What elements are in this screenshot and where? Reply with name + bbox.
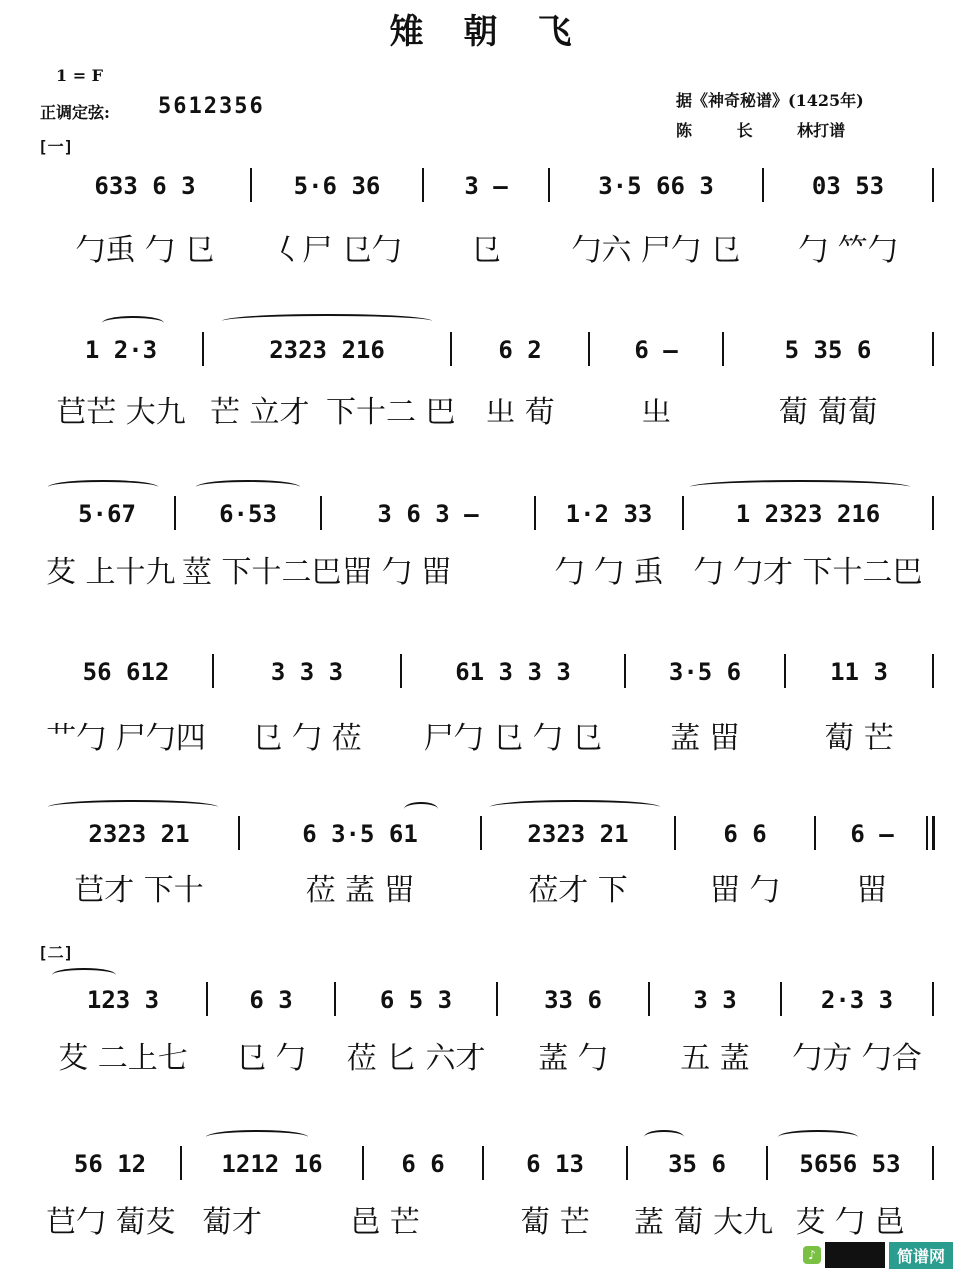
measure: 1·2 33 [565,500,653,528]
measure: 6 3·5 61 [302,820,418,848]
measure: 33 6 [544,986,602,1014]
tab-group: 𦬊才 下十 [74,873,204,908]
barline [932,496,934,530]
measure: 5656 53 [799,1150,901,1178]
measure: 5·6 36 [293,172,381,200]
barline [932,982,934,1016]
measure: 1 2323 216 [735,500,881,528]
barline [932,332,934,366]
section-1-marker: [一] [38,137,74,156]
jianzi-tablature-line [40,864,940,910]
tab-group: 艹勹 尸勹四 [46,721,206,756]
tab-group: 尸勹 㔾 勹 㔾 [423,721,603,756]
measure: 6 3 [249,986,293,1014]
watermark-redaction [825,1242,885,1268]
measure: 6 5 3 [379,986,453,1014]
measure: 6 2 [498,336,542,364]
key-signature: 1 = F [56,66,104,85]
slur [778,1130,858,1144]
section-2-marker: [二] [38,943,74,962]
tab-group: 莅才 下 [528,873,628,908]
tab-group: 五 䓝 [680,1041,750,1076]
tab-group: 莅 匕 六才 [346,1041,486,1076]
tab-group: 㔾 勹 莅 [252,721,362,756]
slur [48,480,158,494]
barline [932,1146,934,1180]
measure: 6 6 [723,820,767,848]
tab-group: 邑 芒 [350,1205,420,1240]
tab-group: 蔔 芒 [824,721,894,756]
tab-group: 勹 𥫗勹 [798,233,898,268]
measure: 3 6 3 — [377,500,479,528]
slur [222,314,432,328]
tab-group: 蔔才 [202,1205,262,1240]
measure: 3 3 [693,986,737,1014]
measure: 5·67 [78,500,136,528]
barline [926,816,928,850]
measure: 56 12 [73,1150,147,1178]
measure: 1 2·3 [84,336,158,364]
barline [932,654,934,688]
measure: 6 6 [401,1150,445,1178]
tab-group: 勹䖝 勹 㔾 [75,233,215,268]
measure: 2323 21 [88,820,190,848]
measure: 2323 216 [269,336,385,364]
tab-group: 莅 䓝 㽞 [305,873,415,908]
measure: 11 3 [830,658,888,686]
slur [102,316,164,330]
jianzi-tablature-line [40,224,940,270]
tab-group: 䒘 二上七 [58,1041,188,1076]
tab-group: 䒘 勹 邑 [795,1205,905,1240]
measure: 633 6 3 [94,172,196,200]
tab-group: 下十二 巴 [326,395,456,430]
final-barline [932,816,935,850]
tab-group: 䓝 蔔 大九 [634,1205,774,1240]
tab-group: 㔾 [471,233,501,268]
tab-group: 蔔 芒 [520,1205,590,1240]
source-credit: 据《神奇秘谱》(1425年) [676,91,864,110]
tab-group: 蔔 蔔蔔 [778,395,878,430]
tab-group: 㽞 [857,873,887,908]
measure: 03 53 [811,172,885,200]
tab-group: 䒘 上十九 [46,555,176,590]
tuning-label: 正调定弦: [40,103,110,122]
measure: 3·5 6 [668,658,742,686]
slur [490,800,660,814]
notation-line [40,330,940,370]
tab-group: 䓝 㽞 [670,721,740,756]
jianzi-tablature-line [40,1032,940,1078]
measure: 56 612 [82,658,170,686]
barline [932,168,934,202]
jianzi-tablature-line [40,386,940,432]
slur [196,480,300,494]
arranger-credit: 陈 长 林打谱 [676,121,846,140]
measure: 5 35 6 [784,336,872,364]
measure: 3 3 3 [270,658,344,686]
measure: 6 — [850,820,894,848]
tab-group: 𡿨尸 㔾勹 [272,233,402,268]
slur [644,1130,684,1144]
tab-group: 勹 勹 䖝 [554,555,664,590]
slur [48,800,218,814]
measure: 6·53 [219,500,277,528]
measure: 61 3 3 3 [455,658,571,686]
tab-group: 勹方 勹合 [792,1041,922,1076]
site-name[interactable]: 简谱网 [889,1242,953,1269]
measure: 2323 21 [527,820,629,848]
notation-line [40,494,940,534]
tab-group: 芒 立才 [210,395,310,430]
tab-group: 㽞 勹 [710,873,780,908]
tab-group: 勹六 尸勹 㔾 [571,233,741,268]
measure: 3·5 66 3 [598,172,714,200]
tab-group: 莖 下十二巴 [182,555,342,590]
measure: 123 3 [86,986,160,1014]
notation-line [40,980,940,1020]
notation-line [40,652,940,692]
tab-group: 㞢 荀 [485,395,555,430]
site-logo-icon: ♪ [803,1246,821,1264]
tab-group: 㽞 勹 㽞 [342,555,452,590]
jianzi-tablature-line [40,1196,940,1242]
tab-group: 䓝 勹 [538,1041,608,1076]
notation-line [40,1144,940,1184]
tab-group: 㔾 勹 [236,1041,306,1076]
piece-title: 雉朝飞 [389,12,612,52]
site-watermark[interactable] [803,1242,953,1268]
measure: 6 13 [526,1150,584,1178]
tab-group: 㞢 [641,395,671,430]
jianzi-tablature-line [40,546,940,592]
tab-group: 𦬊勹 蔔䒘 [46,1205,176,1240]
notation-line [40,814,940,854]
measure: 6 — [634,336,678,364]
measure: 35 6 [668,1150,726,1178]
measure: 1212 16 [221,1150,323,1178]
tab-group: 𦬊芒 大九 [56,395,186,430]
jianzi-tablature-line [40,712,940,758]
measure: 2·3 3 [820,986,894,1014]
measure: 3 — [464,172,508,200]
tab-group: 勹 勹才 下十二巴 [693,555,923,590]
slur [690,480,910,494]
tuning-notes: 5612356 [158,94,265,119]
notation-line [40,166,940,206]
slur [206,1130,308,1144]
